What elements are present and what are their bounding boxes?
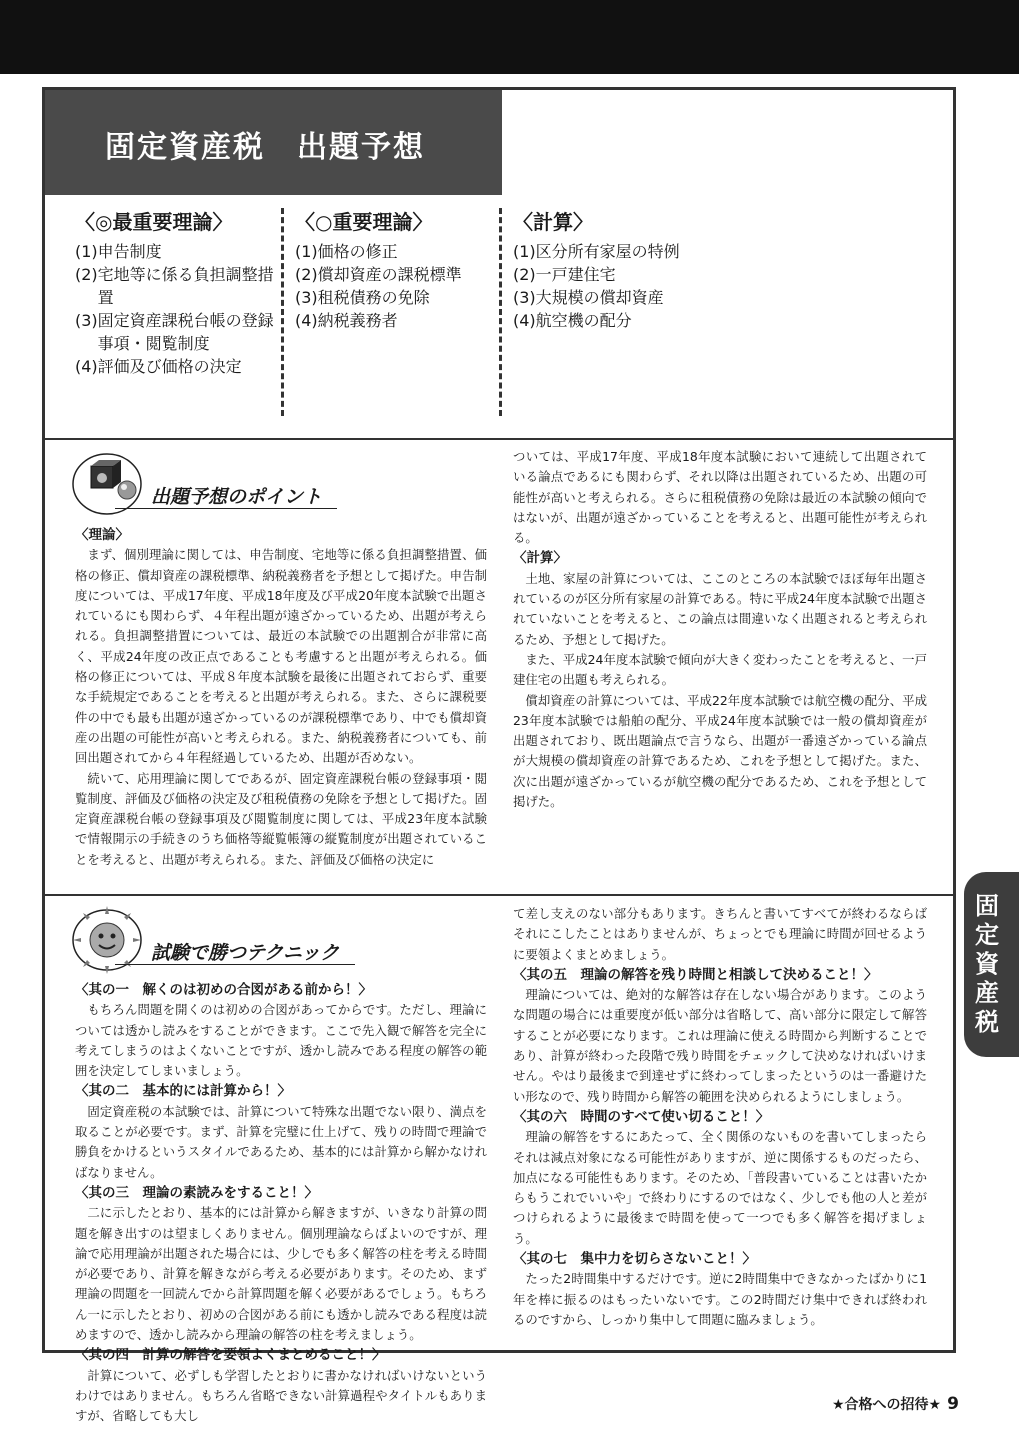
paragraph: 計算について、必ずしも学習したとおりに書かなければいけないというわけではありません。もちろん省略できない計算過程やタイトルもありますが、省略しても大し bbox=[75, 1367, 487, 1424]
point-left-text bbox=[75, 525, 487, 870]
point-right-text bbox=[513, 447, 927, 812]
technique-right-text bbox=[513, 904, 927, 1330]
sub-heading: 〈其の六 時間のすべて使い切ること！〉 bbox=[513, 1108, 770, 1125]
list-item: (3) 大規模の償却資産 bbox=[513, 288, 664, 307]
list-item: (1) 価格の修正 bbox=[295, 242, 398, 261]
list-item: (2) 一戸建住宅 bbox=[513, 265, 616, 284]
page-number: 9 bbox=[947, 1394, 959, 1414]
side-index-tab bbox=[964, 872, 1019, 1057]
column-heading: 〈◎最重要理論〉 bbox=[75, 210, 233, 234]
sub-heading: 〈理論〉 bbox=[75, 527, 129, 543]
paragraph: ついては、平成17年度、平成18年度本試験において連続して出題されている論点であるにも関わらず、それ以降は出題されているため、出題の可能性が高いと考えられる。さらに租税債務の免除は最近の本試験の傾向ではないが、出題が遠ざかっていることを考えると、出題可能性が考えられる。 bbox=[513, 449, 927, 546]
badge-underline bbox=[115, 964, 355, 965]
technique-left-text bbox=[75, 980, 487, 1427]
column-heading: 〈計算〉 bbox=[513, 210, 593, 234]
paragraph: 理論の解答をするにあたって、全く関係のないものを書いてしまったらそれは減点対象になる可能性がありますが、逆に関係するものだったら、加点になる可能性もあります。そのため、「普段書いていることは書いたからもうこれでいいや」で終わりにするのではなく、少しでも他の人と差がつけられるように最後まで時間を使って一つでも多く解答を掲げましょう。 bbox=[513, 1129, 927, 1246]
sub-heading: 〈其の二 基本的には計算から！〉 bbox=[75, 1083, 291, 1100]
dashed-divider bbox=[281, 208, 284, 416]
sub-heading: 〈其の一 解くのは初めの合図がある前から！〉 bbox=[75, 982, 372, 998]
footer-brand: ★合格への招待★ bbox=[832, 1397, 942, 1413]
column-heading: 〈○重要理論〉 bbox=[295, 210, 433, 234]
list-item: (4) 評価及び価格の決定 bbox=[75, 357, 242, 376]
section-badge-title: 出題予想のポイント bbox=[151, 486, 323, 508]
paragraph: また、平成24年度本試験で傾向が大きく変わったことを考えると、一戸建住宅の出題も考えられる。 bbox=[513, 651, 927, 688]
section-divider bbox=[45, 438, 953, 440]
badge-underline bbox=[115, 508, 337, 509]
list-item: (1) 区分所有家屋の特例 bbox=[513, 242, 680, 261]
list-item: (2) 宅地等に係る負担調整措置 bbox=[75, 265, 274, 307]
page-title: 固定資産税 出題予想 bbox=[105, 130, 425, 165]
list-item: (3) 固定資産課税台帳の登録事項・閲覧制度 bbox=[75, 311, 274, 353]
sub-heading: 〈其の七 集中力を切らさないこと！〉 bbox=[513, 1251, 756, 1268]
side-tab-label: 固 定 資 産 税 bbox=[975, 892, 999, 1036]
paragraph: 理論については、絶対的な解答は存在しない場合があります。このような問題の場合には重要度が低い部分は省略して、高い部分に限定して解答することが必要になります。これは理論に使える時間から判断することであり、計算が終わった段階で残り時間をチェックして決めなければいけません。やはり最後まで到達せずに終わってしまったというのは一番避けたい形なので、残り時間から解答の範囲を決められるようにしましょう。 bbox=[513, 987, 927, 1104]
dashed-divider bbox=[499, 208, 502, 416]
page-footer bbox=[832, 1394, 959, 1414]
paragraph: て差し支えのない部分もあります。きちんと書いてすべてが終わるならばそれにこしたことはありませんが、ちょっとでも理論に時間が回せるように要領よくまとめましょう。 bbox=[513, 906, 927, 962]
column-important-theory bbox=[295, 208, 495, 332]
paragraph: 固定資産税の本試験では、計算について特殊な出題でない限り、満点を取ることが必要です。まず、計算を完璧に仕上げて、残りの時間で理論で勝負をかけるというスタイルであるため、基本的には計算から解かなければなりません。 bbox=[75, 1103, 487, 1180]
list-item: (1) 申告制度 bbox=[75, 242, 162, 261]
list-item: (3) 租税債務の免除 bbox=[295, 288, 430, 307]
list-item: (4) 納税義務者 bbox=[295, 311, 398, 330]
section-divider bbox=[45, 894, 953, 896]
paragraph: もちろん問題を開くのは初めの合図があってからです。ただし、理論については透かし読みをすることができます。ここで先入観で解答を完全に考えてしまうのはよくないことですが、透かし読みである程度の解答の範囲を決定してしまいましょう。 bbox=[75, 1002, 487, 1079]
cube-ball-icon bbox=[67, 442, 157, 522]
paragraph: 二に示したとおり、基本的には計算から解きますが、いきなり計算の問題を解き出すのは望ましくありません。個別理論ならばよいのですが、理論で応用理論が出題された場合には、少しでも多く解答の柱を考える時間が必要であり、計算を解きながら考える必要があります。そのため、まず理論の問題を一回読んでから計算問題を解く必要があるでしょう。もちろん一に示したとおり、初めの合図がある前にも透かし読みである程度は読めますので、透かし読みから理論の解答の柱を考えましょう。 bbox=[75, 1205, 487, 1343]
sub-heading: 〈其の五 理論の解答を残り時間と相談して決めること！〉 bbox=[513, 966, 878, 983]
title-box bbox=[45, 90, 502, 195]
paragraph: たった2時間集中するだけです。逆に2時間集中できなかったばかりに1年を棒に振るのはもったいないです。この2時間だけ集中できれば終われるのですから、しっかり集中して問題に臨みましょう。 bbox=[513, 1271, 927, 1327]
list-item: (4) 航空機の配分 bbox=[513, 311, 632, 330]
paragraph: 償却資産の計算については、平成22年度本試験では航空機の配分、平成23年度本試験では船舶の配分、平成24年度本試験では一般の償却資産が出題されており、既出題論点で言うなら、出題が一番遠ざかっている論点が大規模の償却資産の計算であるため、これを予想として掲げた。また、次に出題が遠ざかっているが航空機の配分であるため、これを予想として掲げた。 bbox=[513, 692, 927, 810]
paragraph: 土地、家屋の計算については、ここのところの本試験でほぼ毎年出題されているのが区分所有家屋の計算である。特に平成24年度本試験で出題されていないことを考えると、この論点は間違いなく出題されると考えられるため、予想として掲げた。 bbox=[513, 570, 927, 647]
sub-heading: 〈其の四 計算の解答を要領よくまとめること！〉 bbox=[75, 1347, 386, 1364]
sun-face-icon bbox=[67, 898, 157, 978]
sub-heading: 〈計算〉 bbox=[513, 550, 567, 567]
list-item: (2) 償却資産の課税標準 bbox=[295, 265, 462, 284]
column-most-important-theory bbox=[75, 208, 275, 378]
sub-heading: 〈其の三 理論の素読みをすること！〉 bbox=[75, 1184, 318, 1201]
column-calculation bbox=[513, 208, 813, 332]
paragraph: まず、個別理論に関しては、申告制度、宅地等に係る負担調整措置、価格の修正、償却資産の課税標準、納税義務者を予想として掲げた。申告制度については、平成17年度、平成18年度及び平成20年度本試験で出題されているにも関わらず、４年程出題が遠ざかっているため、出題が考えられる。負担調整措置については、最近の本試験での出題割合が非常に高く、平成24年度の改正点であることも考慮すると出題が考えられる。価格の修正については、平成８年度本試験を最後に出題されておらず、重要な手続規定であることを考えると出題が考えられる。また、さらに課税要件の中でも最も出題が遠ざかっているのが課税標準であり、中でも償却資産の出題の可能性が高いと考えられる。また、納税義務者についても、前回出題されてから４年程経過しているため、出題が否めない。 bbox=[75, 547, 487, 766]
top-black-bar bbox=[0, 0, 1019, 74]
section-badge-title: 試験で勝つテクニック bbox=[151, 942, 340, 964]
paragraph: 続いて、応用理論に関してであるが、固定資産課税台帳の登録事項・閲覧制度、評価及び価格の決定及び租税債務の免除を予想として掲げた。固定資産課税台帳の登録事項及び閲覧制度に関しては、平成23年度本試験で情報開示の手続きのうち価格等縦覧帳簿の縦覧制度が出題されていることを考えると、出題が考えられる。また、評価及び価格の決定に bbox=[75, 770, 487, 867]
